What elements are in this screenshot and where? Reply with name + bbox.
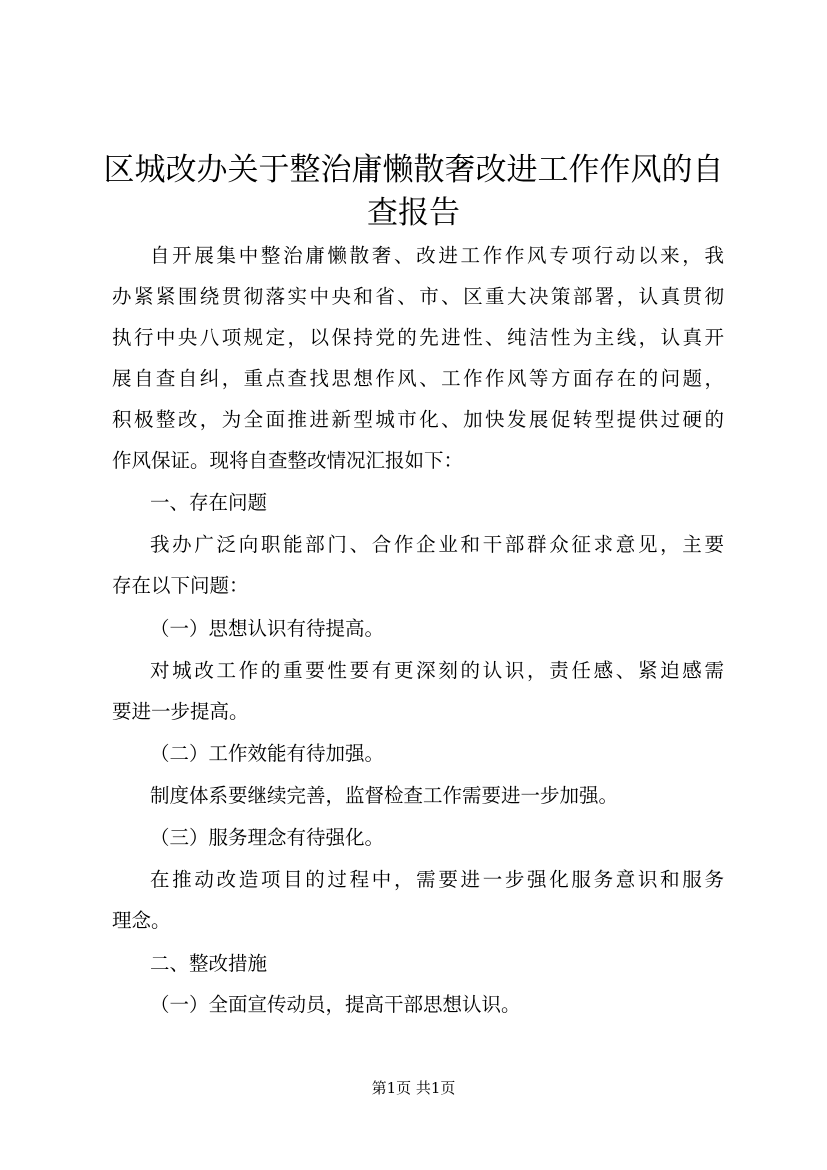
body-line-7: 我办广泛向职能部门、合作企业和干部群众征求意见，主要	[150, 533, 724, 556]
body-line-2: 办紧紧围绕贯彻落实中央和省、市、区重大决策部署，认真贯彻	[112, 285, 724, 308]
body-line-11: 制度体系要继续完善，监督检查工作需要进一步加强。	[150, 784, 619, 807]
body-line-12: 在推动改造项目的过程中，需要进一步强化服务意识和服务	[150, 868, 724, 891]
document-title-line-1: 区城改办关于整治庸懒散奢改进工作作风的自	[103, 152, 724, 188]
body-line-9: 对城改工作的重要性要有更深刻的认识，责任感、紧迫感需	[150, 659, 724, 682]
document-title-line-2: 查报告	[367, 195, 460, 231]
body-line-3: 执行中央八项规定，以保持党的先进性、纯洁性为主线，认真开	[112, 326, 724, 349]
body-line-4: 展自查自纠，重点查找思想作风、工作作风等方面存在的问题，	[112, 367, 724, 390]
body-line-5: 积极整改，为全面推进新型城市化、加快发展促转型提供过硬的	[112, 408, 724, 431]
page-footer: 第1页 共1页	[371, 1079, 456, 1097]
body-line-6: 作风保证。现将自查整改情况汇报如下：	[112, 449, 464, 472]
subheading-1: （一）思想认识有待提高。	[150, 617, 385, 640]
body-line-13: 理念。	[112, 909, 171, 932]
subheading-4: （一）全面宣传动员，提高干部思想认识。	[150, 993, 521, 1016]
section-heading-2: 二、整改措施	[150, 952, 268, 975]
body-line-1: 自开展集中整治庸懒散奢、改进工作作风专项行动以来，我	[150, 244, 724, 267]
body-line-8: 存在以下问题：	[112, 574, 249, 597]
section-heading-1: 一、存在问题	[150, 491, 268, 514]
body-line-10: 要进一步提高。	[112, 700, 249, 723]
subheading-2: （二）工作效能有待加强。	[150, 742, 385, 765]
subheading-3: （三）服务理念有待强化。	[150, 826, 385, 849]
